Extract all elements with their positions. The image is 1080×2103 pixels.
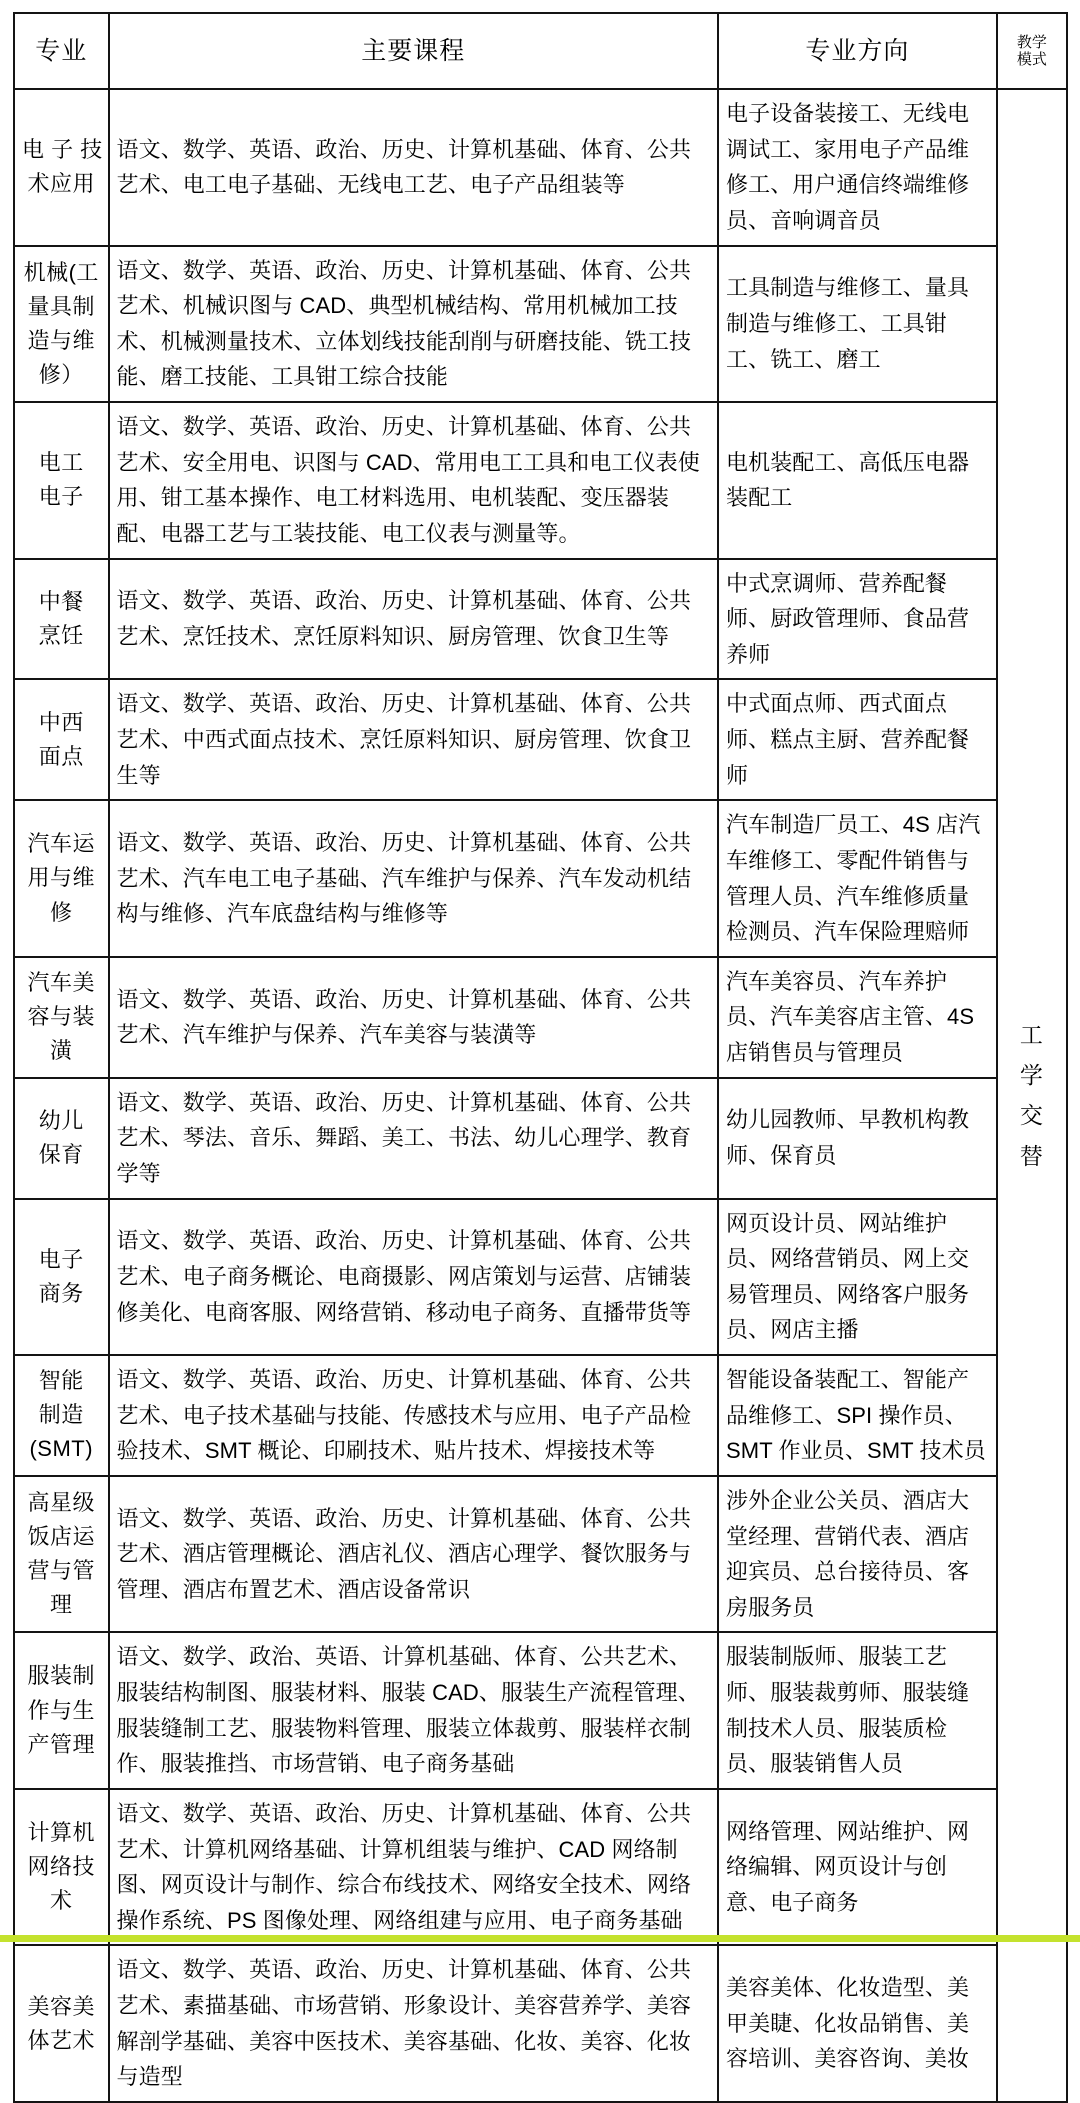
- cell-main-courses: 语文、数学、英语、政治、历史、计算机基础、体育、公共艺术、酒店管理概论、酒店礼仪、酒店心理学、餐饮服务与管理、酒店布置艺术、酒店设备常识: [109, 1476, 719, 1633]
- cell-main-courses: 语文、数学、政治、英语、计算机基础、体育、公共艺术、服装结构制图、服装材料、服装 CAD、服装生产流程管理、服装缝制工艺、服装物料管理、服装立体裁剪、服装样衣制作、服装推挡、市场营销、电子商务基础: [109, 1632, 719, 1789]
- major-line: 容与装: [27, 1004, 95, 1030]
- major-line: 电 子 技: [22, 137, 103, 163]
- table-row: [14, 1476, 1067, 1633]
- header-mode-line-1: 教学: [1016, 33, 1047, 51]
- cell-specialty-direction: 中式面点师、西式面点师、糕点主厨、营养配餐师: [718, 679, 997, 800]
- major-line: 汽车运: [27, 831, 95, 857]
- cell-specialty-direction: 电机装配工、高低压电器装配工: [718, 402, 997, 559]
- cell-main-courses: 语文、数学、英语、政治、历史、计算机基础、体育、公共艺术、烹饪技术、烹饪原料知识、厨房管理、饮食卫生等: [109, 559, 719, 680]
- major-line: 保育: [38, 1142, 84, 1168]
- cell-major: [14, 1476, 109, 1633]
- major-line: 机械(工: [23, 259, 99, 285]
- cell-specialty-direction: 网页设计员、网站维护员、网络营销员、网上交易管理员、网络客户服务员、网店主播: [718, 1199, 997, 1356]
- table-row: [14, 1078, 1067, 1199]
- major-line: 潢: [49, 1038, 73, 1064]
- major-line: 网络技: [27, 1854, 95, 1880]
- teaching-mode-char: 学: [1019, 1062, 1044, 1089]
- major-line: 修: [49, 899, 73, 925]
- majors-curriculum-table: [13, 12, 1068, 2103]
- major-line: 商务: [38, 1280, 84, 1306]
- cell-specialty-direction: 涉外企业公关员、酒店大堂经理、营销代表、酒店迎宾员、总台接待员、客房服务员: [718, 1476, 997, 1633]
- cell-main-courses: 语文、数学、英语、政治、历史、计算机基础、体育、公共艺术、汽车维护与保养、汽车美容与装潢等: [109, 957, 719, 1078]
- major-line: 产管理: [27, 1731, 95, 1757]
- cell-major: [14, 1945, 109, 2102]
- major-line: 烹饪: [38, 622, 84, 648]
- table-row: [14, 402, 1067, 559]
- cell-main-courses: 语文、数学、英语、政治、历史、计算机基础、体育、公共艺术、电子技术基础与技能、传感技术与应用、电子产品检验技术、SMT 概论、印刷技术、贴片技术、焊接技术等: [109, 1355, 719, 1476]
- cell-specialty-direction: 幼儿园教师、早教机构教师、保育员: [718, 1078, 997, 1199]
- table-row: [14, 800, 1067, 957]
- cell-main-courses: 语文、数学、英语、政治、历史、计算机基础、体育、公共艺术、琴法、音乐、舞蹈、美工、书法、幼儿心理学、教育学等: [109, 1078, 719, 1199]
- major-line: 制造: [38, 1402, 84, 1428]
- teaching-mode-char: 工: [1019, 1021, 1044, 1048]
- table-row: [14, 679, 1067, 800]
- cell-major: [14, 1789, 109, 1946]
- major-line: 汽车美: [27, 970, 95, 996]
- cell-specialty-direction: 电子设备装接工、无线电调试工、家用电子产品维修工、用户通信终端维修员、音响调音员: [718, 89, 997, 246]
- major-line: 面点: [38, 743, 84, 769]
- teaching-mode-char: 替: [1019, 1142, 1044, 1169]
- major-line: 幼儿: [38, 1107, 84, 1133]
- table-row: [14, 559, 1067, 680]
- cell-specialty-direction: 美容美体、化妆造型、美甲美睫、化妆品销售、美容培训、美容咨询、美妆: [718, 1945, 997, 2102]
- major-line: 术应用: [27, 171, 95, 197]
- major-line: 服装制: [27, 1663, 95, 1689]
- table-row: [14, 89, 1067, 246]
- cell-specialty-direction: 智能设备装配工、智能产品维修工、SPI 操作员、SMT 作业员、SMT 技术员: [718, 1355, 997, 1476]
- major-line: 计算机: [27, 1819, 95, 1845]
- major-line: 造与维: [27, 327, 95, 353]
- table-row: [14, 1632, 1067, 1789]
- major-line: 体艺术: [27, 2027, 95, 2053]
- cell-major: [14, 559, 109, 680]
- cell-major: [14, 246, 109, 403]
- cell-specialty-direction: 服装制版师、服装工艺师、服装裁剪师、服装缝制技术人员、服装质检员、服装销售人员: [718, 1632, 997, 1789]
- cell-specialty-direction: 汽车制造厂员工、4S 店汽车维修工、零配件销售与管理人员、汽车维修质量检测员、汽车保险理赔师: [718, 800, 997, 957]
- header-cell-teaching-mode: [997, 13, 1067, 89]
- cell-major: [14, 679, 109, 800]
- teaching-mode-char: 交: [1019, 1102, 1044, 1129]
- bottom-accent-strip: [0, 1935, 1080, 1942]
- major-line: 电子: [38, 1246, 84, 1272]
- major-line: 美容美: [27, 1993, 95, 2019]
- cell-main-courses: 语文、数学、英语、政治、历史、计算机基础、体育、公共艺术、素描基础、市场营销、形象设计、美容营养学、美容解剖学基础、美容中医技术、美容基础、化妆、美容、化妆与造型: [109, 1945, 719, 2102]
- major-line: 修）: [38, 361, 84, 387]
- cell-main-courses: 语文、数学、英语、政治、历史、计算机基础、体育、公共艺术、安全用电、识图与 CAD、常用电工工具和电工仪表使用、钳工基本操作、电工材料选用、电机装配、变压器装配、电器工艺与工装技能、电工仪表与测量等。: [109, 402, 719, 559]
- cell-major: [14, 1632, 109, 1789]
- table-row: [14, 957, 1067, 1078]
- major-line: 饭店运: [27, 1524, 95, 1550]
- cell-specialty-direction: 汽车美容员、汽车养护员、汽车美容店主管、4S 店销售员与管理员: [718, 957, 997, 1078]
- major-line: 量具制: [27, 293, 95, 319]
- major-line: 智能: [38, 1368, 84, 1394]
- cell-major: [14, 1199, 109, 1356]
- table-row: [14, 1945, 1067, 2102]
- major-line: 电子: [38, 484, 84, 510]
- header-cell-direction: 专业方向: [718, 13, 997, 89]
- cell-specialty-direction: 网络管理、网站维护、网络编辑、网页设计与创意、电子商务: [718, 1789, 997, 1946]
- table-row: [14, 246, 1067, 403]
- cell-specialty-direction: 中式烹调师、营养配餐师、厨政管理师、食品营养师: [718, 559, 997, 680]
- major-line: 理: [49, 1592, 73, 1618]
- cell-major: [14, 1078, 109, 1199]
- major-line: 中餐: [38, 588, 84, 614]
- cell-major: [14, 402, 109, 559]
- cell-main-courses: 语文、数学、英语、政治、历史、计算机基础、体育、公共艺术、电子商务概论、电商摄影、网店策划与运营、店铺装修美化、电商客服、网络营销、移动电子商务、直播带货等: [109, 1199, 719, 1356]
- cell-major: [14, 89, 109, 246]
- major-line: 用与维: [27, 865, 95, 891]
- header-cell-courses: 主要课程: [109, 13, 719, 89]
- major-line: 电工: [38, 450, 84, 476]
- table-row: [14, 1355, 1067, 1476]
- table-row: [14, 1199, 1067, 1356]
- major-line: 营与管: [27, 1558, 95, 1584]
- header-mode-line-2: 模式: [1016, 51, 1047, 68]
- header-cell-major: 专业: [14, 13, 109, 89]
- cell-major: [14, 957, 109, 1078]
- teaching-mode-vertical-text: [1020, 1015, 1044, 1176]
- table-header-row: [14, 13, 1067, 89]
- major-line: 高星级: [27, 1489, 95, 1515]
- major-line: 术: [49, 1888, 73, 1914]
- major-line: 作与生: [27, 1697, 95, 1723]
- cell-main-courses: 语文、数学、英语、政治、历史、计算机基础、体育、公共艺术、汽车电工电子基础、汽车维护与保养、汽车发动机结构与维修、汽车底盘结构与维修等: [109, 800, 719, 957]
- major-line: 中西: [38, 709, 84, 735]
- cell-specialty-direction: 工具制造与维修工、量具制造与维修工、工具钳工、铣工、磨工: [718, 246, 997, 403]
- cell-major: [14, 1355, 109, 1476]
- cell-main-courses: 语文、数学、英语、政治、历史、计算机基础、体育、公共艺术、机械识图与 CAD、典型机械结构、常用机械加工技术、机械测量技术、立体划线技能刮削与研磨技能、铣工技能、磨工技能、工具钳工综合技能: [109, 246, 719, 403]
- cell-main-courses: 语文、数学、英语、政治、历史、计算机基础、体育、公共艺术、电工电子基础、无线电工艺、电子产品组装等: [109, 89, 719, 246]
- cell-main-courses: 语文、数学、英语、政治、历史、计算机基础、体育、公共艺术、中西式面点技术、烹饪原料知识、厨房管理、饮食卫生等: [109, 679, 719, 800]
- major-line: (SMT): [29, 1436, 94, 1462]
- cell-main-courses: 语文、数学、英语、政治、历史、计算机基础、体育、公共艺术、计算机网络基础、计算机组装与维护、CAD 网络制图、网页设计与制作、综合布线技术、网络安全技术、网络操作系统、PS 图像处理、网络组建与应用、电子商务基础: [109, 1789, 719, 1946]
- cell-major: [14, 800, 109, 957]
- cell-teaching-mode: [997, 89, 1067, 2102]
- table-row: [14, 1789, 1067, 1946]
